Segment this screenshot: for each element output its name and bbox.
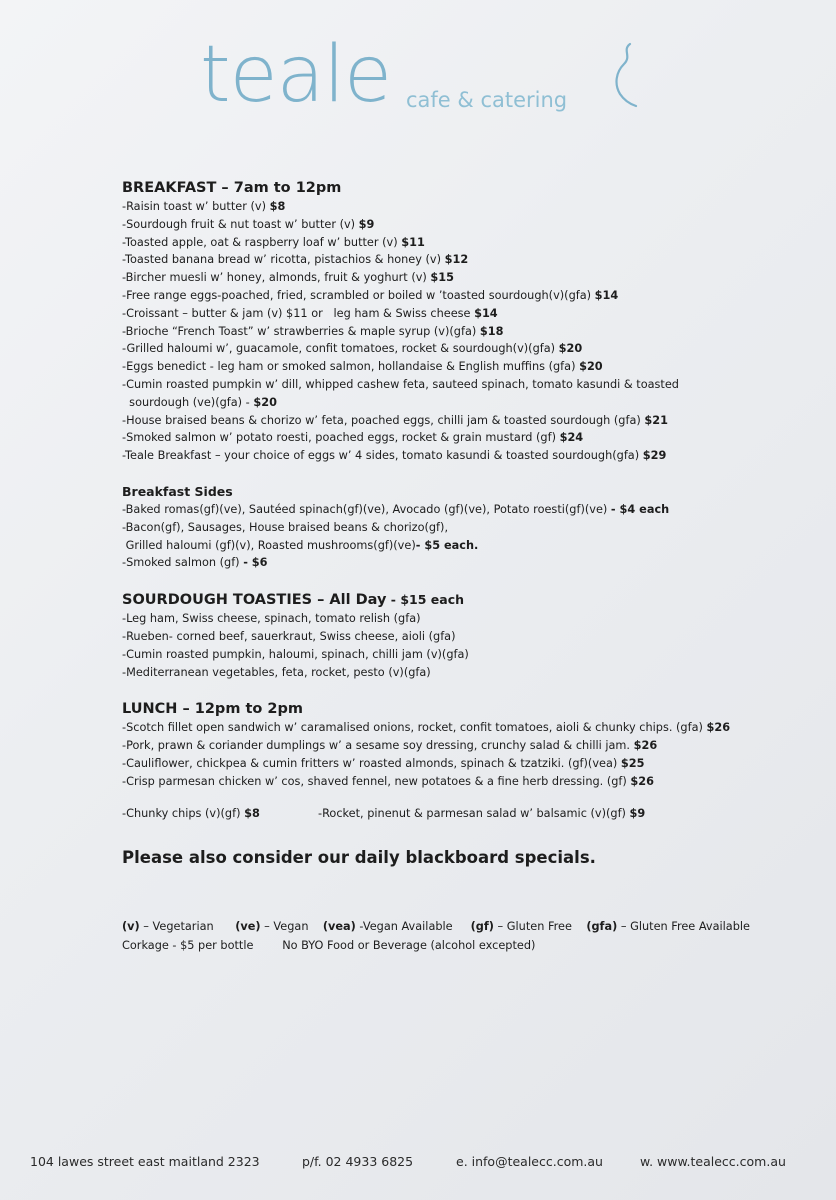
legend-ve-text: – Vegan <box>260 919 309 933</box>
item-price: - $4 each <box>610 502 670 516</box>
item-price: $26 <box>633 739 658 753</box>
salad-price: $9 <box>629 806 646 820</box>
breakfast-title: BREAKFAST – 7am to 12pm <box>122 180 342 196</box>
breakfast-item <box>122 447 762 465</box>
item-text: -Bircher muesli w’ honey, almonds, fruit & yoghurt (v) <box>122 271 431 285</box>
item-text: -Baked romas(gf)(ve), Sautéed spinach(gf)(ve), Avocado (gf)(ve), Potato roesti(gf)(ve) <box>122 502 611 516</box>
logo <box>200 30 568 120</box>
dietary-legend <box>122 917 762 955</box>
item-price: $9 <box>358 217 375 231</box>
item-price: $26 <box>706 721 731 735</box>
lunch-item <box>122 773 762 791</box>
breakfast-item <box>122 394 762 412</box>
breakfast-item <box>122 340 762 358</box>
item-price: $20 <box>253 395 277 409</box>
item-text: -House braised beans & chorizo w’ feta, poached eggs, chilli jam & toasted sourdough (gfa) <box>122 413 645 427</box>
logo-subtitle: cafe & catering <box>406 88 568 112</box>
breakfast-section <box>122 178 762 465</box>
chips-text: -Chunky chips (v)(gf) <box>122 806 245 820</box>
item-price: $11 <box>401 235 425 249</box>
item-price: $8 <box>269 200 286 213</box>
legend-gfa-key: (gfa) <box>586 919 618 933</box>
item-price: $14 <box>474 306 498 320</box>
item-text: -Croissant – butter & jam (v) $11 or leg ham & Swiss cheese <box>122 306 475 320</box>
sides-section <box>122 483 762 572</box>
item-text: -Raisin toast w’ butter (v) <box>122 200 270 213</box>
breakfast-item <box>122 269 762 287</box>
breakfast-item <box>122 198 762 216</box>
item-price: $25 <box>620 756 645 770</box>
item-text: -Toasted apple, oat & raspberry loaf w’ butter (v) <box>122 235 402 249</box>
side-item <box>122 501 762 519</box>
toasties-title: SOURDOUGH TOASTIES – All Day <box>122 592 387 609</box>
breakfast-item <box>122 216 762 234</box>
item-price: - $5 each. <box>415 538 479 552</box>
item-text: sourdough (ve)(gfa) - <box>122 395 254 409</box>
item-price: $12 <box>444 253 469 267</box>
logo-word: teale <box>200 30 392 120</box>
lunch-list <box>122 719 762 790</box>
footer-website[interactable]: w. www.tealecc.com.au <box>640 1154 786 1169</box>
breakfast-item <box>122 234 762 252</box>
item-text: -Cumin roasted pumpkin, haloumi, spinach, chilli jam (v)(gfa) <box>122 647 469 661</box>
chips-price: $8 <box>244 806 260 820</box>
sides-title: Breakfast Sides <box>122 483 233 499</box>
item-text: -Pork, prawn & coriander dumplings w’ a sesame soy dressing, crunchy salad & chilli jam. <box>122 739 634 753</box>
logo-swirl-icon <box>612 40 642 110</box>
item-text: -Smoked salmon w’ potato roesti, poached eggs, rocket & grain mustard (gf) <box>122 431 560 445</box>
breakfast-item <box>122 287 762 305</box>
corkage-text: Corkage - $5 per bottle <box>122 938 254 952</box>
toasties-section <box>122 590 762 681</box>
item-price: $18 <box>479 324 504 338</box>
legend-gf-text: – Gluten Free <box>493 919 572 933</box>
breakfast-item <box>122 412 762 430</box>
side-item <box>122 537 762 555</box>
item-text: -Cumin roasted pumpkin w’ dill, whipped cashew feta, sauteed spinach, tomato kasundi & toasted <box>122 377 679 391</box>
legend-gf-key: (gf) <box>470 919 494 933</box>
toastie-item <box>122 646 762 664</box>
toastie-item <box>122 628 762 646</box>
byo-text: No BYO Food or Beverage (alcohol excepted) <box>282 938 536 952</box>
side-item <box>122 554 762 572</box>
item-text: -Cauliflower, chickpea & cumin fritters w’ roasted almonds, spinach & tzatziki. (gf)(vea) <box>122 756 621 770</box>
item-text: -Leg ham, Swiss cheese, spinach, tomato relish (gfa) <box>122 612 421 626</box>
legend-v-text: – Vegetarian <box>139 919 214 933</box>
item-price: $29 <box>642 449 667 463</box>
specials-note: Please also consider our daily blackboard specials. <box>122 847 596 867</box>
lunch-section <box>122 699 762 822</box>
item-price: $14 <box>594 288 619 302</box>
legend-v-key: (v) <box>122 919 140 933</box>
item-text: -Free range eggs-poached, fried, scrambled or boiled w ’toasted sourdough(v)(gfa) <box>122 288 595 302</box>
breakfast-list <box>122 198 762 465</box>
breakfast-item <box>122 429 762 447</box>
item-price: $20 <box>579 360 603 374</box>
item-price: $24 <box>559 431 584 445</box>
item-price: $20 <box>558 342 583 356</box>
footer-address: 104 lawes street east maitland 2323 <box>30 1154 260 1169</box>
item-price: $26 <box>630 774 654 788</box>
legend-line <box>122 917 762 936</box>
breakfast-item <box>122 323 762 341</box>
legend-gfa-text: – Gluten Free Available <box>617 919 750 933</box>
item-text: -Smoked salmon (gf) <box>122 556 244 570</box>
toastie-item <box>122 610 762 628</box>
breakfast-item <box>122 358 762 376</box>
toasties-list <box>122 610 762 681</box>
item-text: -Bacon(gf), Sausages, House braised beans & chorizo(gf), <box>122 520 449 534</box>
lunch-title: LUNCH – 12pm to 2pm <box>122 701 303 718</box>
salad-text: -Rocket, pinenut & parmesan salad w’ balsamic (v)(gf) <box>318 806 630 820</box>
item-price: $21 <box>644 413 668 427</box>
item-text: -Toasted banana bread w’ ricotta, pistachios & honey (v) <box>122 253 445 267</box>
salad-item <box>318 805 645 823</box>
footer-phone: p/f. 02 4933 6825 <box>302 1154 414 1169</box>
item-text: -Teale Breakfast – your choice of eggs w’ 4 sides, tomato kasundi & toasted sourdough(gfa) <box>122 449 643 463</box>
chips-item <box>122 807 260 820</box>
breakfast-item <box>122 305 762 323</box>
item-text: -Crisp parmesan chicken w’ cos, shaved fennel, new potatoes & a fine herb dressing. (gf) <box>122 774 631 788</box>
item-text: -Eggs benedict - leg ham or smoked salmon, hollandaise & English muffins (gfa) <box>122 360 580 374</box>
lunch-item <box>122 719 762 737</box>
toasties-price: - $15 each <box>386 592 465 608</box>
side-item <box>122 519 762 537</box>
item-text: Grilled haloumi (gf)(v), Roasted mushrooms(gf)(ve) <box>122 538 416 552</box>
item-text: -Mediterranean vegetables, feta, rocket, pesto (v)(gfa) <box>122 665 431 679</box>
corkage-line <box>122 936 762 955</box>
legend-vea-key: (vea) <box>322 919 356 933</box>
lunch-item <box>122 755 762 773</box>
legend-ve-key: (ve) <box>235 919 261 933</box>
lunch-item <box>122 737 762 755</box>
footer-email[interactable]: e. info@tealecc.com.au <box>456 1154 603 1169</box>
item-price: $15 <box>430 271 455 285</box>
menu-content <box>122 178 762 955</box>
item-text: -Rueben- corned beef, sauerkraut, Swiss cheese, aioli (gfa) <box>122 629 456 643</box>
breakfast-item <box>122 251 762 269</box>
item-text: -Sourdough fruit & nut toast w’ butter (v) <box>122 217 359 231</box>
breakfast-item <box>122 376 762 394</box>
sides-list <box>122 501 762 572</box>
item-text: -Grilled haloumi w’, guacamole, confit tomatoes, rocket & sourdough(v)(gfa) <box>122 342 559 356</box>
toasties-heading <box>122 590 762 610</box>
lunch-extras-row <box>122 805 762 823</box>
item-text: -Brioche “French Toast” w’ strawberries & maple syrup (v)(gfa) <box>122 324 480 338</box>
legend-vea-text: -Vegan Available <box>355 919 453 933</box>
toastie-item <box>122 664 762 682</box>
item-price: - $6 <box>243 556 268 570</box>
item-text: -Scotch fillet open sandwich w’ caramalised onions, rocket, confit tomatoes, aioli & chunky chips. (gfa) <box>122 721 707 735</box>
